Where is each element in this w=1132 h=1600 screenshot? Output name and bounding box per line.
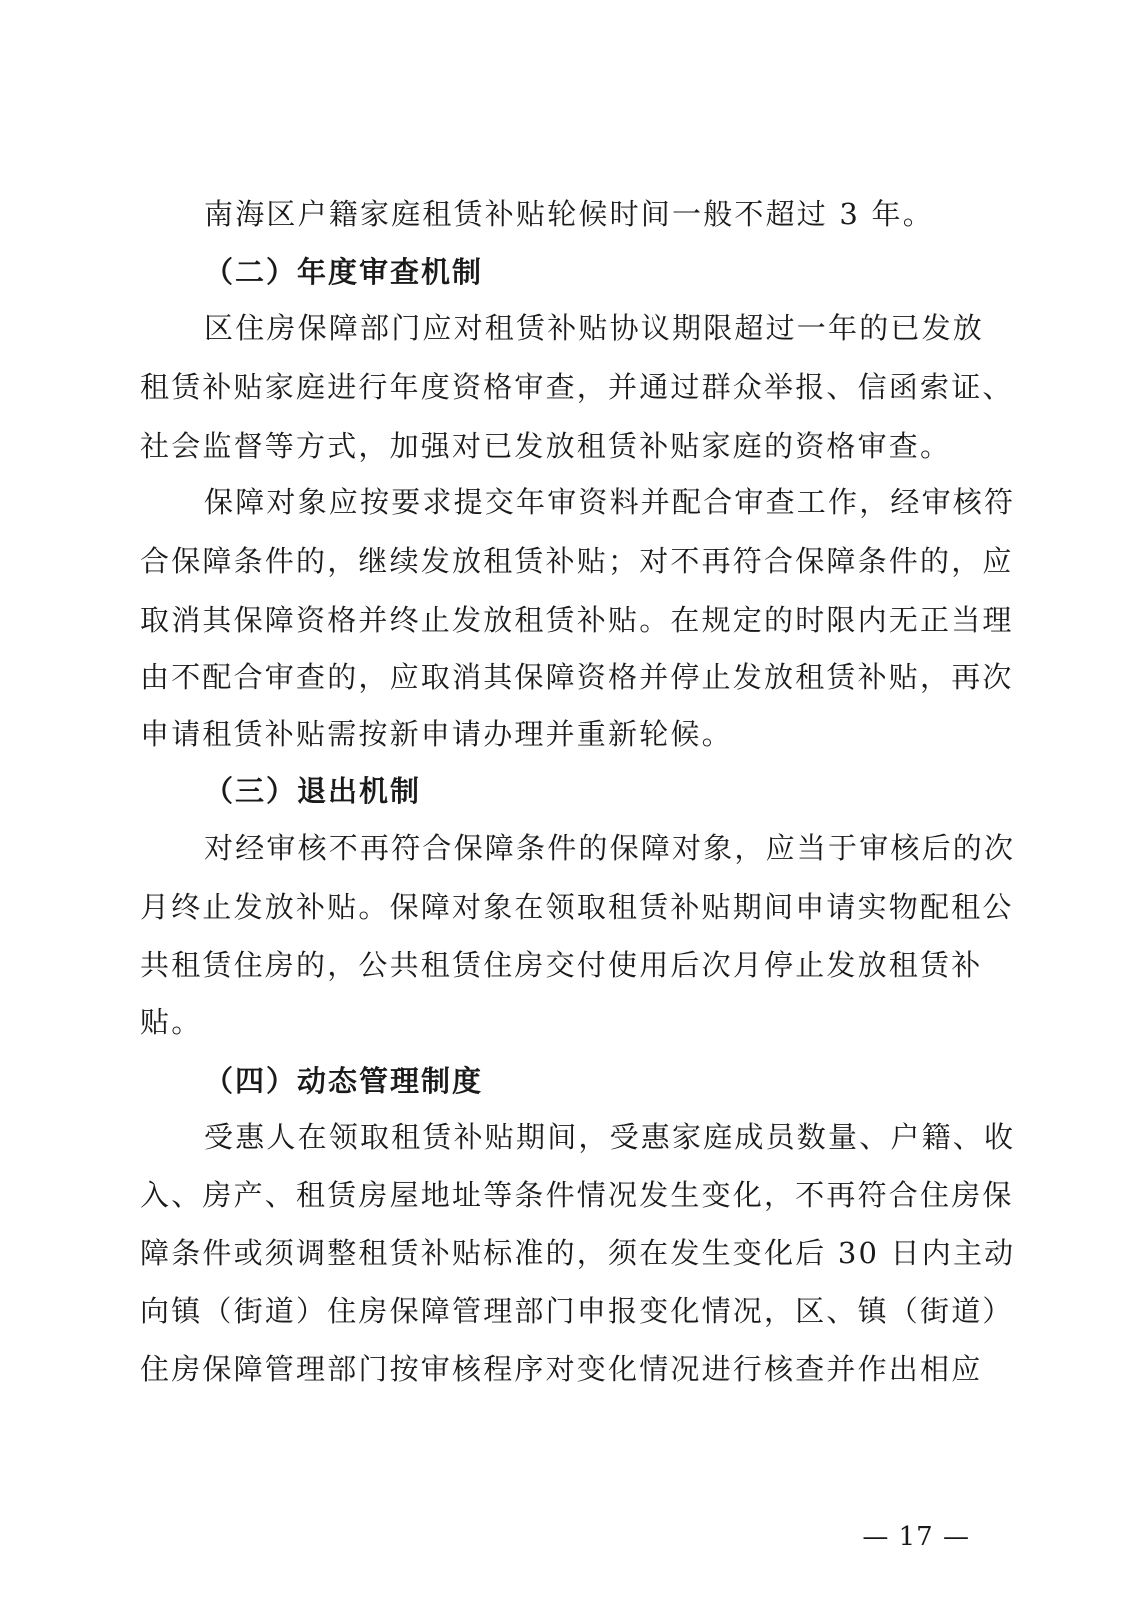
paragraph-line: 住房保障管理部门按审核程序对变化情况进行核查并作出相应 xyxy=(140,1352,983,1386)
paragraph-line: 对经审核不再符合保障条件的保障对象，应当于审核后的次 xyxy=(204,831,1016,865)
paragraph-line: 取消其保障资格并终止发放租赁补贴。在规定的时限内无正当理 xyxy=(140,603,1014,637)
paragraph-line: 共租赁住房的，公共租赁住房交付使用后次月停止发放租赁补 xyxy=(140,948,983,982)
paragraph-line: 租赁补贴家庭进行年度资格审查，并通过群众举报、信函索证、 xyxy=(140,370,1014,404)
paragraph-line: 受惠人在领取租赁补贴期间，受惠家庭成员数量、户籍、收 xyxy=(204,1120,1016,1154)
paragraph-line: 入、房产、租赁房屋地址等条件情况发生变化，不再符合住房保 xyxy=(140,1178,1014,1212)
page-number: — 17 — xyxy=(862,1522,970,1552)
paragraph-line: 保障对象应按要求提交年审资料并配合审查工作，经审核符 xyxy=(204,485,1016,519)
paragraph-line: 贴。 xyxy=(140,1005,203,1039)
paragraph-line: 社会监督等方式，加强对已发放租赁补贴家庭的资格审查。 xyxy=(140,429,952,463)
paragraph-line: 区住房保障部门应对租赁补贴协议期限超过一年的已发放 xyxy=(204,311,985,345)
paragraph-line: 向镇（街道）住房保障管理部门申报变化情况，区、镇（街道） xyxy=(140,1294,1014,1328)
paragraph-line: 南海区户籍家庭租赁补贴轮候时间一般不超过 3 年。 xyxy=(204,197,934,231)
paragraph-line: 申请租赁补贴需按新申请办理并重新轮候。 xyxy=(140,717,733,751)
paragraph-line: 障条件或须调整租赁补贴标准的，须在发生变化后 30 日内主动 xyxy=(140,1236,1016,1270)
section-heading-exit-mechanism: （三）退出机制 xyxy=(204,774,422,808)
section-heading-dynamic-management: （四）动态管理制度 xyxy=(204,1064,484,1098)
paragraph-line: 由不配合审查的，应取消其保障资格并停止发放租赁补贴，再次 xyxy=(140,660,1014,694)
paragraph-line: 合保障条件的，继续发放租赁补贴；对不再符合保障条件的，应 xyxy=(140,544,1014,578)
section-heading-annual-review: （二）年度审查机制 xyxy=(204,255,484,289)
paragraph-line: 月终止发放补贴。保障对象在领取租赁补贴期间申请实物配租公 xyxy=(140,890,1014,924)
